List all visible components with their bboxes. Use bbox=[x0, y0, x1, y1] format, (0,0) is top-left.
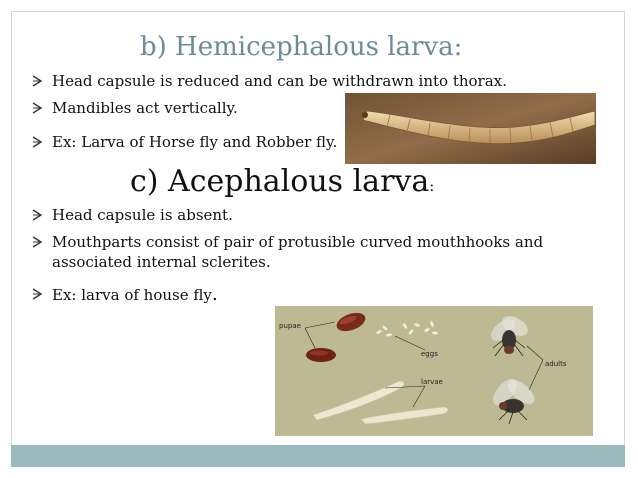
arrow-bullet-icon bbox=[30, 71, 46, 91]
section-heading-text: c) Acephalous larva bbox=[130, 164, 430, 199]
diagram-label-eggs: eggs bbox=[421, 350, 438, 358]
house-fly-lifecycle-photo bbox=[275, 306, 593, 436]
arrow-bullet-icon bbox=[30, 98, 46, 118]
horse-fly-larva-photo bbox=[345, 93, 596, 164]
bullet-text-main: Ex: larva of house fly bbox=[52, 286, 212, 304]
arrow-bullet-icon bbox=[30, 232, 46, 252]
bullet-text: Head capsule is reduced and can be withdrawn into thorax. bbox=[52, 72, 507, 90]
bullet-text-period: . bbox=[211, 283, 218, 305]
bullet-text bbox=[52, 284, 218, 305]
section-heading bbox=[130, 164, 434, 199]
diagram-label-pupae: pupae bbox=[279, 322, 301, 330]
diagram-label-larvae: larvae bbox=[421, 378, 443, 386]
footer-bar bbox=[11, 445, 625, 467]
diagram-label-adults: adults bbox=[545, 360, 567, 368]
arrow-bullet-icon bbox=[30, 132, 46, 152]
section-heading-colon: : bbox=[429, 177, 435, 195]
bullet-text: Ex: Larva of Horse fly and Robber fly. bbox=[52, 133, 338, 151]
bullet-text: Mandibles act vertically. bbox=[52, 99, 238, 117]
bullet-text: Head capsule is absent. bbox=[52, 206, 233, 224]
arrow-bullet-icon bbox=[30, 284, 46, 304]
slide-title: b) Hemicephalous larva: bbox=[140, 32, 463, 62]
arrow-bullet-icon bbox=[30, 205, 46, 225]
bullet-text: Mouthparts consist of pair of protusible curved mouthhooks and associated internal sclerites. bbox=[52, 233, 544, 271]
